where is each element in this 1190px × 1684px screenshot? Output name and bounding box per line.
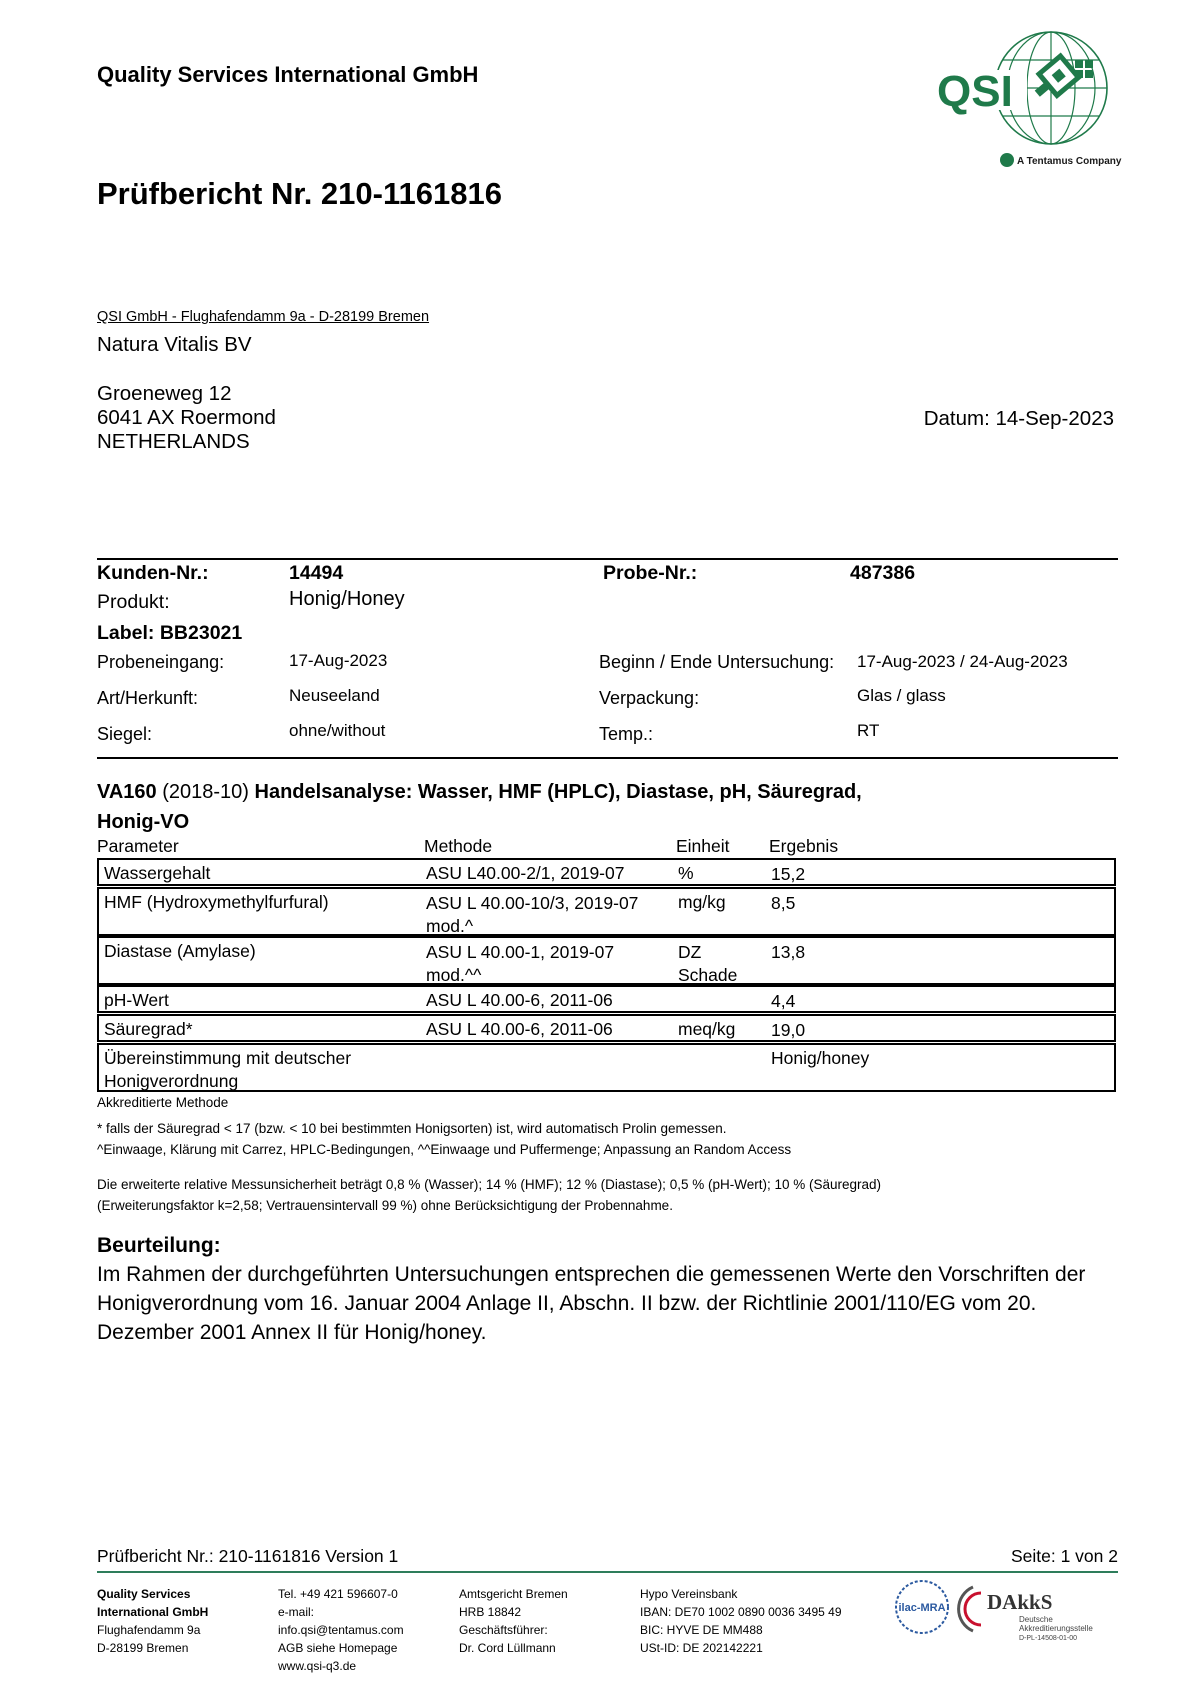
footer-register-col <box>459 1585 629 1665</box>
dakks-line3: D-PL-14508-01-00 <box>1019 1635 1077 1642</box>
table-row <box>97 985 1116 1013</box>
label-line: Label: BB23021 <box>97 622 243 644</box>
siegel-label: Siegel: <box>97 724 153 744</box>
probe-value: 487386 <box>850 562 916 584</box>
cell-methode: ASU L40.00-2/1, 2019-07 <box>426 863 625 883</box>
footer-text: Tel. +49 421 596607-0 <box>278 1587 398 1601</box>
footer-text: BIC: HYVE DE MM488 <box>640 1623 763 1637</box>
footer-text: Quality Services <box>97 1587 191 1601</box>
analysis-title <box>97 777 1097 837</box>
cell-methode: ASU L 40.00-6, 2011-06 <box>426 1019 613 1039</box>
temp-value: RT <box>857 721 880 740</box>
cell-ergebnis: 15,2 <box>771 864 806 884</box>
footnote-methods: ^Einwaage, Klärung mit Carrez, HPLC-Bedingungen, ^^Einwaage und Puffermenge; Anpassung an Random Access <box>97 1142 792 1157</box>
cell-einheit-cont: Schade <box>678 965 738 985</box>
col-header-ergebnis: Ergebnis <box>769 836 839 856</box>
cell-ergebnis: 13,8 <box>771 942 806 962</box>
report-date: Datum: 14-Sep-2023 <box>923 407 1114 430</box>
cell-parameter: pH-Wert <box>104 990 169 1010</box>
footer-email[interactable]: info.qsi@tentamus.com <box>278 1623 404 1637</box>
footer-contact-col <box>278 1585 448 1673</box>
cell-methode: ASU L 40.00-1, 2019-07 <box>426 942 615 962</box>
logo-tagline: A Tentamus Company <box>1017 156 1122 167</box>
cell-methode-cont: mod.^ <box>426 916 474 936</box>
col-header-methode: Methode <box>424 836 493 856</box>
table-row <box>97 1014 1116 1042</box>
cell-einheit: meq/kg <box>678 1019 736 1039</box>
analysis-name: Handelsanalyse: Wasser, HMF (HPLC), Diastase, pH, Säuregrad, <box>254 781 862 803</box>
cell-einheit: % <box>678 863 694 883</box>
accreditation-badges <box>895 1575 1125 1650</box>
assessment-heading: Beurteilung: <box>97 1234 221 1257</box>
info-top-rule <box>97 558 1118 560</box>
table-row <box>97 1043 1116 1092</box>
cell-parameter: Diastase (Amylase) <box>104 941 256 961</box>
ilac-badge-text: ilac-MRA <box>898 1602 946 1614</box>
recipient-city: 6041 AX Roermond <box>97 406 276 429</box>
analysis-name-line2: Honig-VO <box>97 811 190 833</box>
produkt-value: Honig/Honey <box>289 588 405 610</box>
footer-report-ref: Prüfbericht Nr.: 210-1161816 Version 1 <box>97 1546 399 1566</box>
analysis-version: (2018-10) <box>162 781 249 803</box>
kunden-label: Kunden-Nr.: <box>97 562 209 584</box>
footer-text: D-28199 Bremen <box>97 1641 189 1655</box>
cell-methode: ASU L 40.00-6, 2011-06 <box>426 990 613 1010</box>
footer-text: USt-ID: DE 202142221 <box>640 1641 763 1655</box>
kunden-value: 14494 <box>289 562 344 584</box>
footer-text: Amtsgericht Bremen <box>459 1587 568 1601</box>
siegel-value: ohne/without <box>289 721 386 740</box>
footer-text: Hypo Vereinsbank <box>640 1587 738 1601</box>
dakks-line2: Akkreditierungsstelle <box>1019 1624 1093 1633</box>
cell-parameter-cont: Honigverordnung <box>104 1071 239 1091</box>
footer-text: Dr. Cord Lüllmann <box>459 1641 556 1655</box>
cell-ergebnis: 4,4 <box>771 991 796 1011</box>
untersuchung-value: 17-Aug-2023 / 24-Aug-2023 <box>857 652 1068 671</box>
recipient-country: NETHERLANDS <box>97 430 250 453</box>
accredited-note: Akkreditierte Methode <box>97 1095 229 1110</box>
footer-text: HRB 18842 <box>459 1605 522 1619</box>
cell-methode: ASU L 40.00-10/3, 2019-07 <box>426 893 639 913</box>
cell-ergebnis: Honig/honey <box>771 1048 870 1068</box>
info-bottom-rule <box>97 757 1118 759</box>
footer-page-number: Seite: 1 von 2 <box>1010 1546 1118 1566</box>
cell-methode-cont: mod.^^ <box>426 965 482 985</box>
cell-ergebnis: 19,0 <box>771 1020 806 1040</box>
analysis-code: VA160 <box>97 781 157 803</box>
recipient-street: Groeneweg 12 <box>97 382 232 405</box>
herkunft-label: Art/Herkunft: <box>97 688 199 708</box>
footer-text: Flughafendamm 9a <box>97 1623 201 1637</box>
cell-parameter: HMF (Hydroxymethylfurfural) <box>104 892 329 912</box>
logo-text: QSI <box>937 67 1013 116</box>
temp-label: Temp.: <box>599 724 654 744</box>
cell-ergebnis: 8,5 <box>771 893 796 913</box>
table-row <box>97 887 1116 936</box>
sender-line: QSI GmbH - Flughafendamm 9a - D-28199 Bremen <box>97 309 430 325</box>
assessment-text: Im Rahmen der durchgeführten Untersuchungen entsprechen die gemessenen Werte den Vorschriften der Honigverordnung vom 16. Januar 2004 Anlage II, Abschn. II bzw. der Richtlinie 2001/110/EG vom 20. Dezember 2001 Annex II für Honig/honey. <box>97 1263 1086 1344</box>
col-header-einheit: Einheit <box>676 836 730 856</box>
footer-company-col <box>97 1585 267 1665</box>
dakks-line1: Deutsche <box>1019 1615 1053 1624</box>
recipient-name: Natura Vitalis BV <box>97 333 252 356</box>
col-header-parameter: Parameter <box>97 836 179 856</box>
cell-einheit: mg/kg <box>678 892 726 912</box>
company-name: Quality Services International GmbH <box>97 62 479 87</box>
verpackung-value: Glas / glass <box>857 686 946 705</box>
eingang-label: Probeneingang: <box>97 652 225 672</box>
produkt-label: Produkt: <box>97 591 170 613</box>
report-title: Prüfbericht Nr. 210-1161816 <box>97 176 502 211</box>
uncertainty-line2: (Erweiterungsfaktor k=2,58; Vertrauensintervall 99 %) ohne Berücksichtigung der Probennahme. <box>97 1198 673 1213</box>
untersuchung-label: Beginn / Ende Untersuchung: <box>599 652 835 672</box>
verpackung-label: Verpackung: <box>599 688 700 708</box>
uncertainty-line1: Die erweiterte relative Messunsicherheit beträgt 0,8 % (Wasser); 14 % (HMF); 12 % (Diastase); 0,5 % (pH-Wert); 10 % (Säuregrad) <box>97 1177 882 1192</box>
footer-bank-col <box>640 1585 890 1665</box>
herkunft-value: Neuseeland <box>289 686 380 705</box>
footer-text: Geschäftsführer: <box>459 1623 548 1637</box>
table-row <box>97 936 1116 985</box>
cell-parameter: Wassergehalt <box>104 863 211 883</box>
qsi-logo <box>935 30 1125 175</box>
cell-parameter: Säuregrad* <box>104 1019 193 1039</box>
cell-parameter: Übereinstimmung mit deutscher <box>104 1048 352 1068</box>
probe-label: Probe-Nr.: <box>603 562 698 584</box>
cell-einheit: DZ <box>678 942 702 962</box>
footer-rule <box>97 1571 1118 1573</box>
eingang-value: 17-Aug-2023 <box>289 651 388 670</box>
footer-text: AGB siehe Homepage <box>278 1641 398 1655</box>
dakks-badge-text: DAkkS <box>987 1590 1053 1614</box>
footer-text: e-mail: <box>278 1605 315 1619</box>
footnote-saeuregrad: * falls der Säuregrad < 17 (bzw. < 10 bei bestimmten Honigsorten) ist, wird automatisch Prolin gemessen. <box>97 1121 727 1136</box>
footer-website[interactable]: www.qsi-q3.de <box>278 1659 357 1673</box>
footer-text: International GmbH <box>97 1605 209 1619</box>
table-row <box>97 858 1116 886</box>
footer-text: IBAN: DE70 1002 0890 0036 3495 49 <box>640 1605 842 1619</box>
